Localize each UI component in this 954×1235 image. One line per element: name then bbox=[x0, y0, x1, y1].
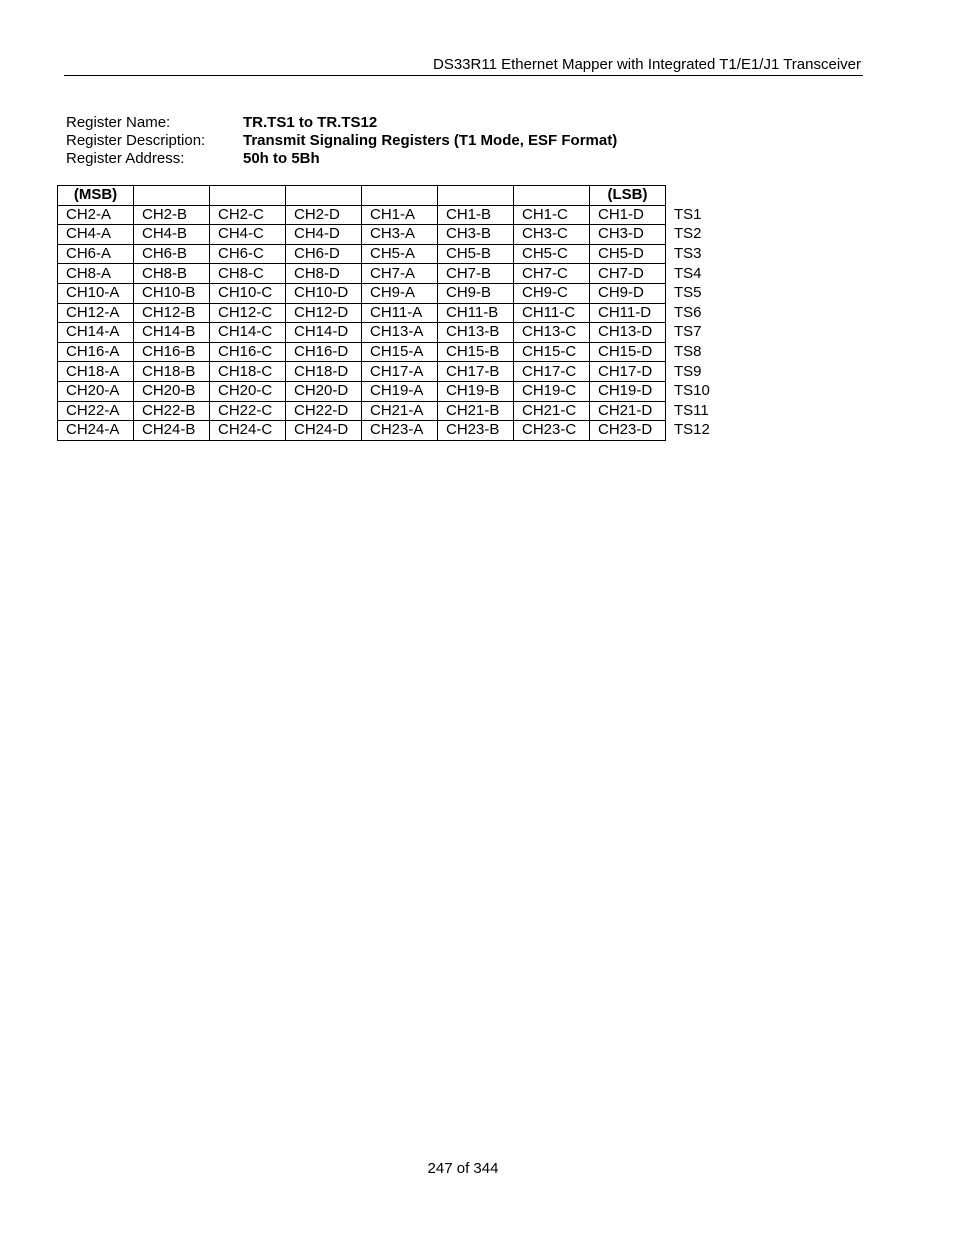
table-cell: CH20-C bbox=[210, 381, 286, 401]
table-cell: CH17-C bbox=[514, 362, 590, 382]
table-cell: CH18-A bbox=[58, 362, 134, 382]
table-cell: CH13-D bbox=[590, 323, 666, 343]
table-cell: CH21-A bbox=[362, 401, 438, 421]
table-cell: CH10-D bbox=[286, 283, 362, 303]
table-cell: CH10-A bbox=[58, 283, 134, 303]
table-cell: CH20-A bbox=[58, 381, 134, 401]
bit-header-cell bbox=[362, 186, 438, 206]
table-cell: CH9-B bbox=[438, 283, 514, 303]
table-cell: CH13-B bbox=[438, 323, 514, 343]
table-cell: CH8-D bbox=[286, 264, 362, 284]
table-cell: CH9-A bbox=[362, 283, 438, 303]
table-cell: CH1-A bbox=[362, 205, 438, 225]
table-cell: CH5-A bbox=[362, 244, 438, 264]
table-cell: CH4-C bbox=[210, 225, 286, 245]
register-row-name: TS9 bbox=[674, 362, 702, 380]
table-cell: CH20-D bbox=[286, 381, 362, 401]
bit-header-cell bbox=[286, 186, 362, 206]
register-address-row bbox=[66, 150, 617, 168]
register-row-name: TS6 bbox=[674, 303, 702, 321]
table-cell: CH18-C bbox=[210, 362, 286, 382]
table-cell: CH12-B bbox=[134, 303, 210, 323]
table-cell: CH7-A bbox=[362, 264, 438, 284]
table-cell: CH14-A bbox=[58, 323, 134, 343]
table-row bbox=[58, 323, 719, 343]
table-cell: CH23-C bbox=[514, 421, 590, 441]
register-address-value: 50h to 5Bh bbox=[243, 150, 320, 167]
table-cell: CH19-B bbox=[438, 381, 514, 401]
table-cell: CH12-A bbox=[58, 303, 134, 323]
table-cell: CH1-C bbox=[514, 205, 590, 225]
register-description-label: Register Description: bbox=[66, 132, 206, 149]
register-name-label: Register Name: bbox=[66, 114, 171, 131]
table-cell: CH15-A bbox=[362, 342, 438, 362]
table-cell: CH21-D bbox=[590, 401, 666, 421]
table-cell: CH5-D bbox=[590, 244, 666, 264]
table-row bbox=[58, 303, 719, 323]
table-cell: CH14-B bbox=[134, 323, 210, 343]
table-cell: CH17-A bbox=[362, 362, 438, 382]
table-cell: CH23-B bbox=[438, 421, 514, 441]
register-row-name: TS5 bbox=[674, 284, 702, 302]
table-cell: CH2-B bbox=[134, 205, 210, 225]
bit-header-cell: (LSB) bbox=[590, 186, 666, 206]
table-cell: CH12-D bbox=[286, 303, 362, 323]
page-header-title: DS33R11 Ethernet Mapper with Integrated T1/E1/J1 Transceiver bbox=[432, 56, 861, 73]
table-cell: CH15-D bbox=[590, 342, 666, 362]
table-cell: CH6-D bbox=[286, 244, 362, 264]
register-row-name: TS11 bbox=[674, 401, 709, 419]
table-cell: CH8-B bbox=[134, 264, 210, 284]
bit-header-cell bbox=[134, 186, 210, 206]
table-cell: CH10-B bbox=[134, 283, 210, 303]
header-divider bbox=[64, 75, 863, 76]
register-row-name: TS3 bbox=[674, 245, 702, 263]
register-address-label: Register Address: bbox=[66, 150, 185, 167]
table-cell: CH23-D bbox=[590, 421, 666, 441]
table-cell: CH10-C bbox=[210, 283, 286, 303]
register-row-name: TS8 bbox=[674, 343, 702, 361]
table-cell: CH19-A bbox=[362, 381, 438, 401]
table-cell: CH16-B bbox=[134, 342, 210, 362]
table-row bbox=[58, 342, 719, 362]
table-cell: CH18-B bbox=[134, 362, 210, 382]
table-cell: CH6-C bbox=[210, 244, 286, 264]
table-cell: CH4-A bbox=[58, 225, 134, 245]
bit-header-cell: (MSB) bbox=[58, 186, 134, 206]
table-header-row bbox=[58, 186, 719, 206]
signaling-register-table bbox=[57, 185, 719, 441]
register-row-name: TS7 bbox=[674, 323, 702, 341]
register-name-row bbox=[66, 114, 617, 132]
register-description-value: Transmit Signaling Registers (T1 Mode, ESF Format) bbox=[243, 132, 618, 149]
table-cell: CH22-A bbox=[58, 401, 134, 421]
register-name-spacer bbox=[666, 186, 719, 206]
table-cell: CH16-C bbox=[210, 342, 286, 362]
page-number: 247 of 344 bbox=[427, 1160, 499, 1177]
register-name-value: TR.TS1 to TR.TS12 bbox=[243, 114, 378, 131]
table-cell: CH19-D bbox=[590, 381, 666, 401]
table-cell: CH5-C bbox=[514, 244, 590, 264]
table-cell: CH2-D bbox=[286, 205, 362, 225]
table-cell: CH7-C bbox=[514, 264, 590, 284]
table-cell: CH22-B bbox=[134, 401, 210, 421]
bit-header-cell bbox=[210, 186, 286, 206]
table-cell: CH14-D bbox=[286, 323, 362, 343]
table-cell: CH5-B bbox=[438, 244, 514, 264]
register-description-row bbox=[66, 132, 617, 150]
table-cell: CH21-B bbox=[438, 401, 514, 421]
table-cell: CH6-B bbox=[134, 244, 210, 264]
register-row-name: TS2 bbox=[674, 225, 702, 243]
table-cell: CH17-D bbox=[590, 362, 666, 382]
table-row bbox=[58, 401, 719, 421]
table-cell: CH24-B bbox=[134, 421, 210, 441]
table-row bbox=[58, 283, 719, 303]
table-cell: CH6-A bbox=[58, 244, 134, 264]
table-cell: CH3-D bbox=[590, 225, 666, 245]
table-row bbox=[58, 362, 719, 382]
table-cell: CH8-A bbox=[58, 264, 134, 284]
table-cell: CH3-A bbox=[362, 225, 438, 245]
register-row-name: TS1 bbox=[674, 205, 702, 223]
table-cell: CH11-A bbox=[362, 303, 438, 323]
table-row bbox=[58, 381, 719, 401]
table-cell: CH11-C bbox=[514, 303, 590, 323]
table-cell: CH12-C bbox=[210, 303, 286, 323]
table-cell: CH17-B bbox=[438, 362, 514, 382]
table-cell: CH3-B bbox=[438, 225, 514, 245]
table-cell: CH14-C bbox=[210, 323, 286, 343]
table-cell: CH24-D bbox=[286, 421, 362, 441]
table-cell: CH2-A bbox=[58, 205, 134, 225]
register-row-name: TS4 bbox=[674, 264, 702, 282]
table-cell: CH15-B bbox=[438, 342, 514, 362]
table-row bbox=[58, 244, 719, 264]
table-cell: CH16-A bbox=[58, 342, 134, 362]
table-cell: CH15-C bbox=[514, 342, 590, 362]
table-cell: CH19-C bbox=[514, 381, 590, 401]
table-cell: CH2-C bbox=[210, 205, 286, 225]
table-cell: CH1-D bbox=[590, 205, 666, 225]
table-cell: CH9-C bbox=[514, 283, 590, 303]
register-row-name: TS10 bbox=[674, 382, 710, 400]
table-row bbox=[58, 205, 719, 225]
table-cell: CH1-B bbox=[438, 205, 514, 225]
bit-header-cell bbox=[438, 186, 514, 206]
table-cell: CH3-C bbox=[514, 225, 590, 245]
table-row bbox=[58, 421, 719, 441]
table-cell: CH24-C bbox=[210, 421, 286, 441]
table-cell: CH16-D bbox=[286, 342, 362, 362]
table-cell: CH11-B bbox=[438, 303, 514, 323]
table-cell: CH24-A bbox=[58, 421, 134, 441]
table-cell: CH13-C bbox=[514, 323, 590, 343]
table-cell: CH7-B bbox=[438, 264, 514, 284]
table-cell: CH9-D bbox=[590, 283, 666, 303]
table-cell: CH23-A bbox=[362, 421, 438, 441]
table-cell: CH8-C bbox=[210, 264, 286, 284]
bit-header-cell bbox=[514, 186, 590, 206]
table-cell: CH22-D bbox=[286, 401, 362, 421]
table-cell: CH4-B bbox=[134, 225, 210, 245]
table-row bbox=[58, 264, 719, 284]
register-info bbox=[66, 114, 617, 168]
table-cell: CH18-D bbox=[286, 362, 362, 382]
register-row-name: TS12 bbox=[674, 421, 710, 439]
table-cell: CH4-D bbox=[286, 225, 362, 245]
table-cell: CH22-C bbox=[210, 401, 286, 421]
table-row bbox=[58, 225, 719, 245]
table-cell: CH20-B bbox=[134, 381, 210, 401]
table-cell: CH11-D bbox=[590, 303, 666, 323]
table-cell: CH7-D bbox=[590, 264, 666, 284]
table-cell: CH13-A bbox=[362, 323, 438, 343]
table-cell: CH21-C bbox=[514, 401, 590, 421]
